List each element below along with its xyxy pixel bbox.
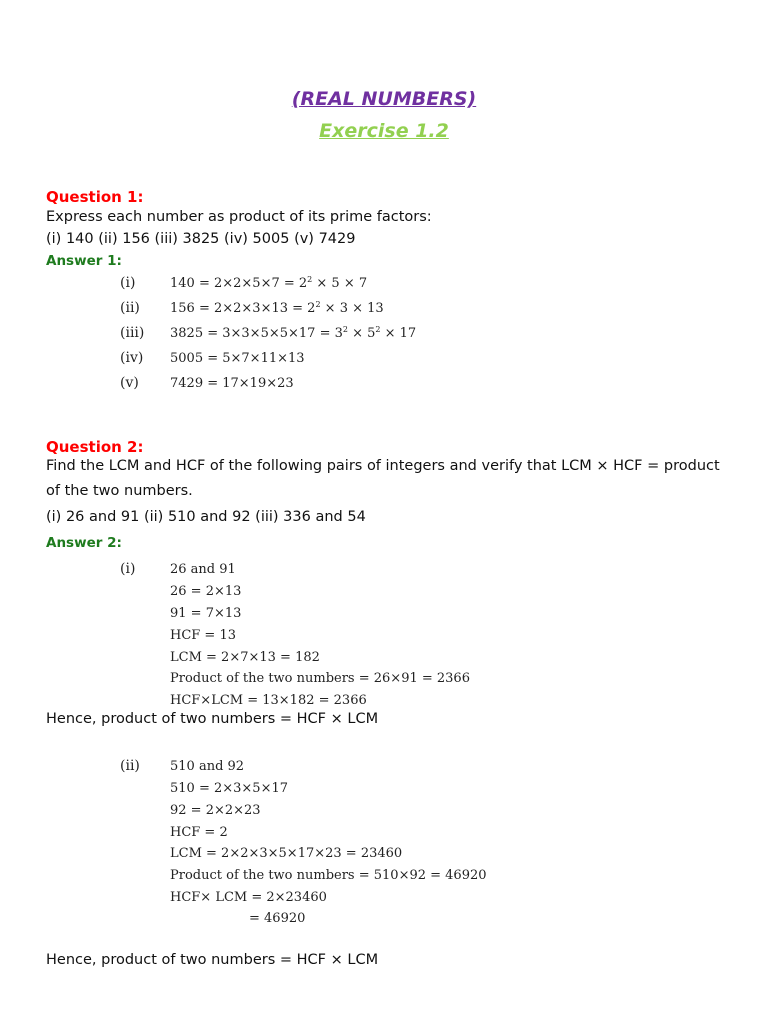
factorization: $3825 = 3\times 3\times 5\times 5\times 17 = 3^2 \times 5^2 \times 17$ (170, 325, 417, 341)
roman-numeral: (v) (120, 375, 139, 391)
work-line: HCF×LCM = 13×182 = 2366 (170, 693, 367, 708)
roman-numeral: (ii) (120, 300, 140, 316)
roman-numeral: (iv) (120, 350, 144, 366)
factorization: $140 = 2\times 2\times 5\times 7 = 2^2 \times 5 \times 7$ (170, 275, 368, 291)
factorization: 5005 = 5×7×11×13 (170, 351, 305, 366)
roman-numeral: (i) (120, 561, 136, 577)
question-2-text-line2: of the two numbers. (46, 483, 193, 499)
work-line: 92 = 2×2×23 (170, 803, 261, 818)
work-line: HCF = 13 (170, 628, 237, 643)
question-1-parts: (i) 140 (ii) 156 (iii) 3825 (iv) 5005 (v) 7429 (46, 231, 356, 247)
roman-numeral: (iii) (120, 325, 145, 341)
work-line: LCM = 2×7×13 = 182 (170, 650, 320, 665)
work-line: 26 = 2×13 (170, 584, 242, 599)
work-line: Product of the two numbers = 510×92 = 46920 (170, 868, 487, 883)
factorization: $156 = 2\times 2\times 3\times 13 = 2^2 \times 3 \times 13$ (170, 300, 384, 316)
work-line: 510 and 92 (170, 759, 245, 774)
work-line: LCM = 2×2×3×5×17×23 = 23460 (170, 846, 403, 861)
work-line: 510 = 2×3×5×17 (170, 781, 289, 796)
question-2-label: Question 2: (46, 438, 144, 456)
work-line: HCF = 2 (170, 825, 228, 840)
question-2-text-line1: Find the LCM and HCF of the following pairs of integers and verify that LCM × HCF = product (46, 458, 720, 474)
conclusion-text: Hence, product of two numbers = HCF × LCM (46, 711, 379, 727)
page-title: (REAL NUMBERS) (291, 88, 477, 110)
factorization: 7429 = 17×19×23 (170, 376, 294, 391)
question-1-text: Express each number as product of its prime factors: (46, 209, 432, 225)
conclusion-text: Hence, product of two numbers = HCF × LCM (46, 952, 379, 968)
exercise-subtitle: Exercise 1.2 (319, 120, 449, 142)
roman-numeral: (ii) (120, 758, 140, 774)
work-line: HCF× LCM = 2×23460 (170, 890, 327, 905)
roman-numeral: (i) (120, 275, 136, 291)
work-line: 26 and 91 (170, 562, 236, 577)
work-line: 91 = 7×13 (170, 606, 242, 621)
work-line: Product of the two numbers = 26×91 = 2366 (170, 671, 470, 686)
question-2-parts: (i) 26 and 91 (ii) 510 and 92 (iii) 336 and 54 (46, 509, 366, 525)
question-1-label: Question 1: (46, 188, 144, 206)
work-line: = 46920 (249, 911, 306, 926)
answer-1-label: Answer 1: (46, 253, 122, 269)
answer-2-label: Answer 2: (46, 535, 122, 551)
